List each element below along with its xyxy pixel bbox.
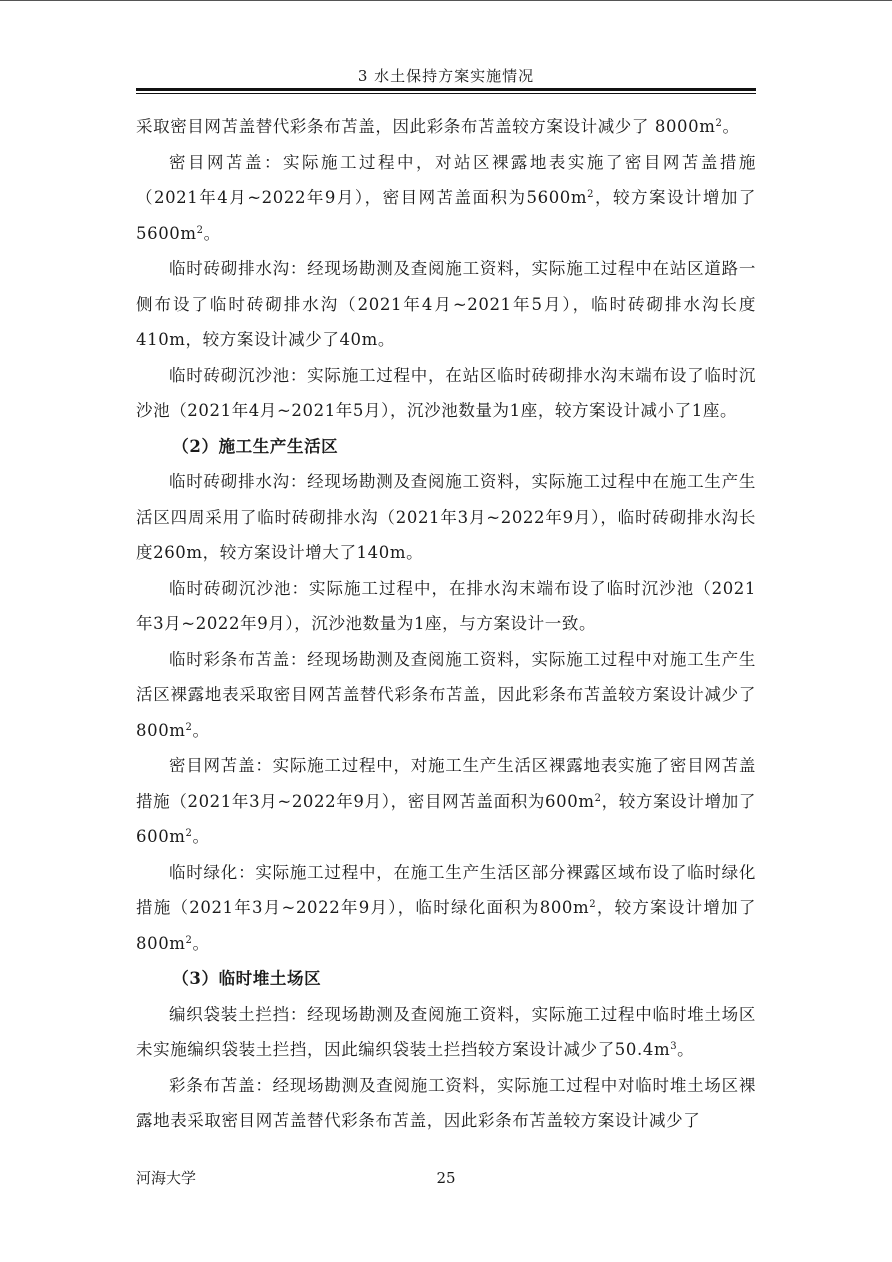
paragraph-spoil-sandbag-barrier: 编织袋装土拦挡：经现场勘测及查阅施工资料，实际施工过程中临时堆土场区未实施编织袋装土拦挡，因此编织袋装土拦挡较方案设计减少了$50.4m^3$。 (136, 1004, 756, 1059)
paragraph-construction-settling-basin: 临时砖砌沉沙池：实际施工过程中，在排水沟末端布设了临时沉沙池（2021年3月~2022年9月），沉沙池数量为1座，与方案设计一致。 (136, 578, 756, 633)
paragraph-continuation: 采取密目网苫盖替代彩条布苫盖，因此彩条布苫盖较方案设计减少了 $8000m^2$。 (136, 117, 740, 136)
section-heading-construction-area: （2）施工生产生活区 (172, 436, 339, 456)
footer-institution: 河海大学 (136, 1169, 197, 1187)
paragraph-construction-tarp-cover: 临时彩条布苫盖：经现场勘测及查阅施工资料，实际施工过程中对施工生产生活区裸露地表采取密目网苫盖替代彩条布苫盖，因此彩条布苫盖较方案设计减少了$800m^2$。 (136, 649, 756, 740)
section-heading-spoil-area: （3）临时堆土场区 (172, 969, 322, 988)
paragraph-spoil-tarp-cover: 彩条布苫盖：经现场勘测及查阅施工资料，实际施工过程中对临时堆土场区裸露地表采取密目网苫盖替代彩条布苫盖，因此彩条布苫盖较方案设计减少了 (136, 1075, 756, 1130)
paragraph-station-settling-basin: 临时砖砌沉沙池：实际施工过程中，在站区临时砖砌排水沟末端布设了临时沉沙池（2021年4月~2021年5月），沉沙池数量为1座，较方案设计减小了1座。 (136, 365, 756, 420)
paragraph-station-mesh-cover: 密目网苫盖：实际施工过程中，对站区裸露地表实施了密目网苫盖措施（2021年4月~2022年9月），密目网苫盖面积为$5600m^2$，较方案设计增加了$5600m^2$。 (136, 152, 756, 243)
header-rule-thin (136, 93, 756, 94)
paragraph-construction-greening: 临时绿化：实际施工过程中，在施工生产生活区部分裸露区域布设了临时绿化措施（2021年3月~2022年9月），临时绿化面积为$800m^2$，较方案设计增加了$800m^2$。 (136, 862, 756, 953)
header-rule-thick (136, 88, 756, 91)
paragraph-construction-drainage-ditch: 临时砖砌排水沟：经现场勘测及查阅施工资料，实际施工过程中在施工生产生活区四周采用了临时砖砌排水沟（2021年3月~2022年9月），临时砖砌排水沟长度260m，较方案设计增大了140m。 (136, 472, 756, 562)
page-top-border (0, 0, 892, 1)
paragraph-construction-mesh-cover: 密目网苫盖：实际施工过程中，对施工生产生活区裸露地表实施了密目网苫盖措施（2021年3月~2022年9月），密目网苫盖面积为$600m^2$，较方案设计增加了$600m^2$。 (136, 756, 756, 846)
document-body (136, 109, 756, 1139)
paragraph-station-drainage-ditch: 临时砖砌排水沟：经现场勘测及查阅施工资料，实际施工过程中在站区道路一侧布设了临时砖砌排水沟（2021年4月~2021年5月），临时砖砌排水沟长度410m，较方案设计减少了40m。 (136, 259, 756, 349)
chapter-header: 3 水土保持方案实施情况 (357, 67, 535, 85)
page-number: 25 (436, 1169, 456, 1187)
